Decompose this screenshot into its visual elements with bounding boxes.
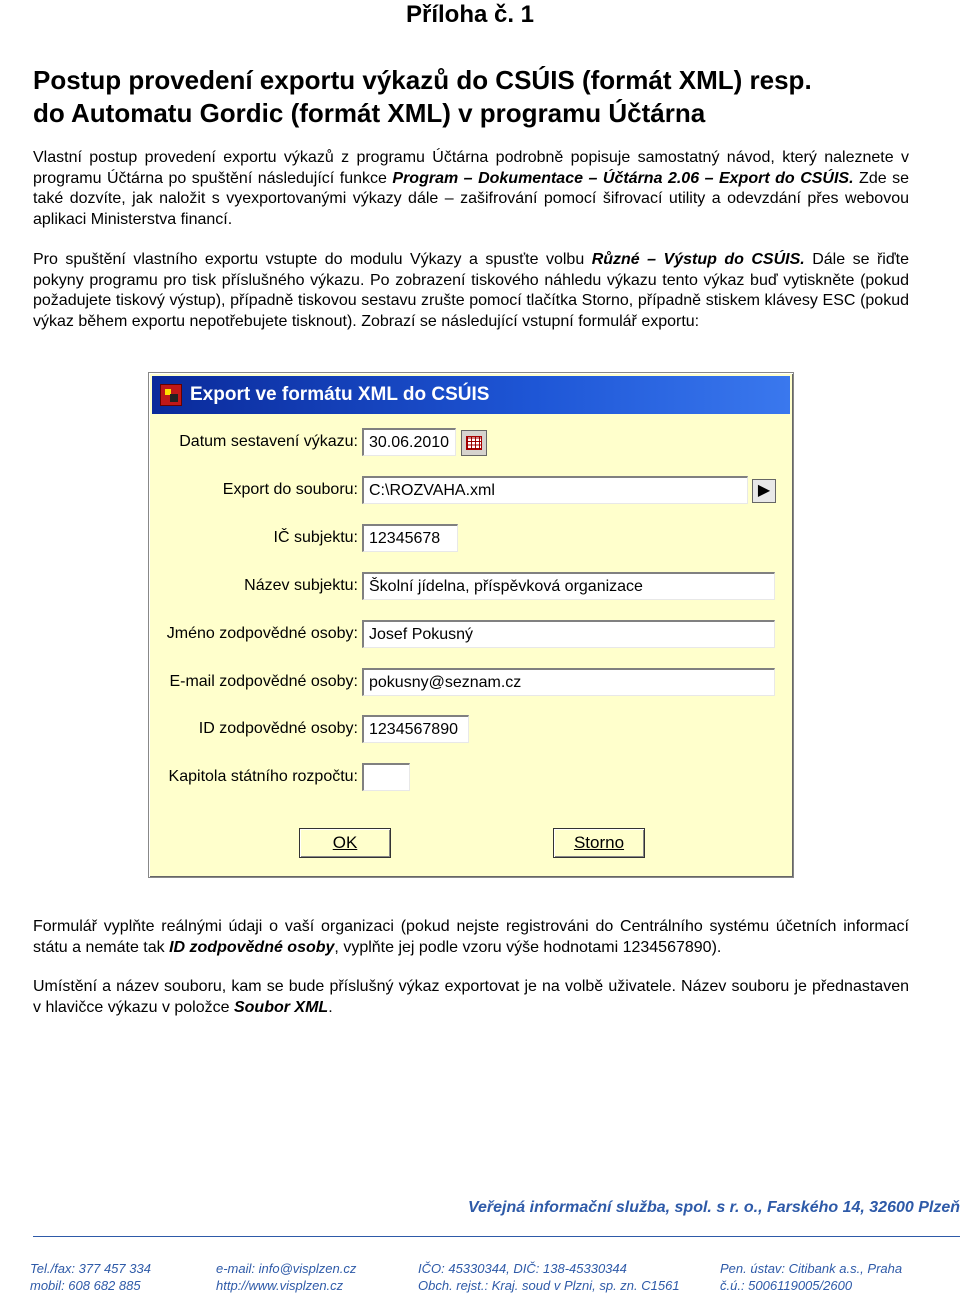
subject-name-label: Název subjektu:	[244, 577, 358, 594]
date-label: Datum sestavení výkazu:	[179, 433, 358, 450]
app-icon	[160, 384, 182, 406]
cancel-button-label: Storno	[573, 833, 625, 852]
paragraph-instructions	[33, 250, 909, 332]
ok-button-label: OK	[332, 833, 358, 852]
heading-line-2: do Automatu Gordic (formát XML) v programu Účtárna	[33, 98, 706, 128]
paragraph-intro	[33, 148, 909, 230]
paragraph-text: .	[328, 998, 333, 1016]
budget-chapter-label: Kapitola státního rozpočtu:	[168, 768, 358, 785]
email-input[interactable]: pokusny@seznam.cz	[362, 668, 775, 696]
paragraph-text: Dále se řiďte pokyny programu pro tisk příslušného výkazu. Po zobrazení tiskového náhledu výkazu tento výkaz buď vytiskněte (pokud požadujete tiskový výstup), případně tiskovou sestavu zrušte pomocí tlačítka Storno, případně stiskem klávesy ESC (pokud výkaz během exportu nepotřebujete tisknout). Zobrazí se následující vstupní formulář exportu:	[33, 251, 910, 330]
footer-web: http://www.visplzen.cz	[216, 1278, 344, 1293]
document-heading	[33, 64, 923, 130]
export-file-input[interactable]: C:\ROZVAHA.xml	[362, 476, 748, 504]
paragraph-text: Umístění a název souboru, kam se bude příslušný výkaz exportovat je na volbě uživatele. Název souboru je přednastaven v hlavičce výkazu v položce	[33, 978, 909, 1016]
footer-company: Veřejná informační služba, spol. s r. o., Farského 14, 32600 Plzeň	[467, 1199, 960, 1216]
person-name-input[interactable]: Josef Pokusný	[362, 620, 775, 648]
footer-phone: Tel./fax: 377 457 334	[30, 1261, 151, 1276]
dialog-titlebar	[152, 376, 790, 414]
ic-label: IČ subjektu:	[273, 529, 358, 546]
footer-bank: Pen. ústav: Citibank a.s., Praha	[720, 1261, 903, 1276]
paragraph-text: Zde se také dozvíte, jak naložit s vyexportovanými výkazy dále – zašifrování pomocí šifrovací utility a odevzdání přes webovou aplikaci Ministerstva financí.	[33, 169, 910, 228]
play-arrow-icon: ▶	[757, 482, 771, 499]
subject-name-input[interactable]: Školní jídelna, příspěvková organizace	[362, 572, 775, 600]
paragraph-text: Pro spuštění vlastního exportu vstupte do modulu Výkazy a spusťte volbu	[33, 251, 592, 268]
emphasis-text: Soubor XML	[233, 998, 329, 1016]
footer-mobile: mobil: 608 682 885	[30, 1278, 141, 1293]
heading-line-1: Postup provedení exportu výkazů do CSÚIS (formát XML) resp.	[33, 65, 812, 95]
export-file-label: Export do souboru:	[222, 481, 358, 498]
person-id-label: ID zodpovědné osoby:	[198, 720, 358, 737]
ok-button[interactable]	[299, 828, 391, 858]
email-label: E-mail zodpovědné osoby:	[169, 673, 358, 690]
budget-chapter-input[interactable]	[362, 763, 410, 791]
browse-button[interactable]	[752, 479, 776, 503]
paragraph-text: , vyplňte jej podle vzoru výše hodnotami 1234567890).	[334, 938, 722, 956]
person-id-input[interactable]: 1234567890	[362, 715, 469, 743]
ic-input[interactable]: 12345678	[362, 524, 458, 552]
paragraph-fill-form	[33, 917, 909, 958]
footer-ico: IČO: 45330344, DIČ: 138-45330344	[418, 1261, 627, 1276]
emphasis-text: ID zodpovědné osoby	[169, 938, 335, 956]
date-input[interactable]: 30.06.2010	[362, 428, 456, 456]
calendar-icon	[466, 436, 482, 450]
calendar-button[interactable]	[461, 430, 487, 456]
cancel-button[interactable]	[553, 828, 645, 858]
paragraph-file-location	[33, 977, 909, 1018]
export-dialog	[148, 372, 794, 878]
dialog-title: Export ve formátu XML do CSÚIS	[190, 384, 490, 405]
footer-account: č.ú.: 5006119005/2600	[720, 1278, 853, 1293]
footer-email: e-mail: info@visplzen.cz	[216, 1261, 357, 1276]
emphasis-text: Program – Dokumentace – Účtárna 2.06 – Export do CSÚIS.	[392, 169, 854, 187]
footer-divider	[33, 1236, 960, 1237]
page-title: Příloha č. 1	[405, 1, 535, 28]
paragraph-text: Vlastní postup provedení exportu výkazů z programu Účtárna podrobně popisuje samostatný návod, který naleznete v programu Účtárna po spuštění následující funkce	[33, 149, 909, 187]
paragraph-text: Formulář vyplňte reálnými údaji o vaší organizaci (pokud nejste registrováni do Centrálního systému účetních informací státu a nemáte tak	[33, 918, 909, 956]
emphasis-text: Různé – Výstup do CSÚIS.	[591, 251, 805, 268]
person-name-label: Jméno zodpovědné osoby:	[166, 625, 358, 642]
footer-registry: Obch. rejst.: Kraj. soud v Plzni, sp. zn. C1561	[418, 1278, 680, 1293]
